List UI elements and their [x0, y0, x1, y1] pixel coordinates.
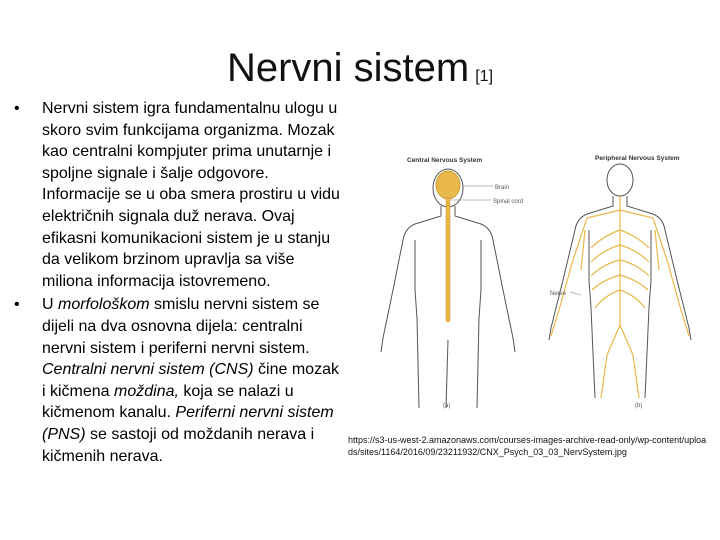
bullet-text-2f: moždina, — [114, 382, 179, 400]
bullet-item-1 — [14, 98, 344, 292]
image-source-url: https://s3-us-west-2.amazonaws.com/courses-images-archive-read-only/wp-content/uploads/sites/1164/2016/09/23211932/CNX_Psych_03_03_NervSystem.jpg — [348, 435, 707, 457]
bullet-text-2c: smislu nervni sistem se dijeli na dva osnovna dijela: centralni nervni sistem i periferni nervni sistem. — [42, 296, 320, 357]
bullet-text-2g: koja se nalazi u kičmenom kanalu. — [42, 382, 294, 422]
title-reference: [1] — [475, 68, 494, 85]
bullet-dot-icon: • — [14, 296, 20, 314]
spinal-cord-label: Spinal cord — [493, 199, 524, 205]
bullet-text-2b: morfološkom — [58, 296, 150, 314]
bullet-list — [14, 98, 344, 467]
bullet-text-2i: se sastoji od moždanih nerava i kičmenih nerava. — [42, 425, 315, 465]
figure-label-a: (a) — [443, 403, 451, 409]
cns-heading: Central Nervous System — [407, 157, 483, 164]
bullet-text-1: Nervni sistem igra fundamentalnu ulogu u skoro svim funkcijama organizma. Mozak kao centralni kompjuter prima unutarnje i spoljne signale i šalje odgovore. Informacije se u oba smera prostiru u vidu električnih signala duž nerava. Ovaj efikasni komunikacioni sistem je u stanju da velikom brzinom upravlja sa više miliona informacija istovremeno. — [42, 100, 340, 290]
pns-nerve-structure — [551, 196, 689, 398]
title-text: Nervni sistem — [226, 46, 470, 90]
bullet-text-2e: čine mozak i kičmena — [42, 361, 339, 400]
bullet-text-2a: U — [42, 296, 58, 314]
brain-label: Brain — [495, 185, 510, 191]
bullet-item-2 — [14, 294, 344, 467]
bullet-dot-icon: • — [14, 100, 20, 117]
slide-title — [0, 44, 720, 101]
bullet-text-2h: Periferni nervni sistem (PNS) — [42, 404, 334, 443]
bullet-text-2d: Centralni nervni sistem (CNS) — [42, 361, 254, 379]
figure-label-b: (b) — [635, 403, 643, 409]
nerve-label: Nerve — [550, 291, 567, 297]
nervous-system-figure — [345, 140, 705, 420]
nervous-system-illustration — [345, 140, 705, 420]
cns-nerve-structure — [436, 171, 460, 322]
pns-heading: Peripheral Nervous System — [595, 155, 680, 162]
